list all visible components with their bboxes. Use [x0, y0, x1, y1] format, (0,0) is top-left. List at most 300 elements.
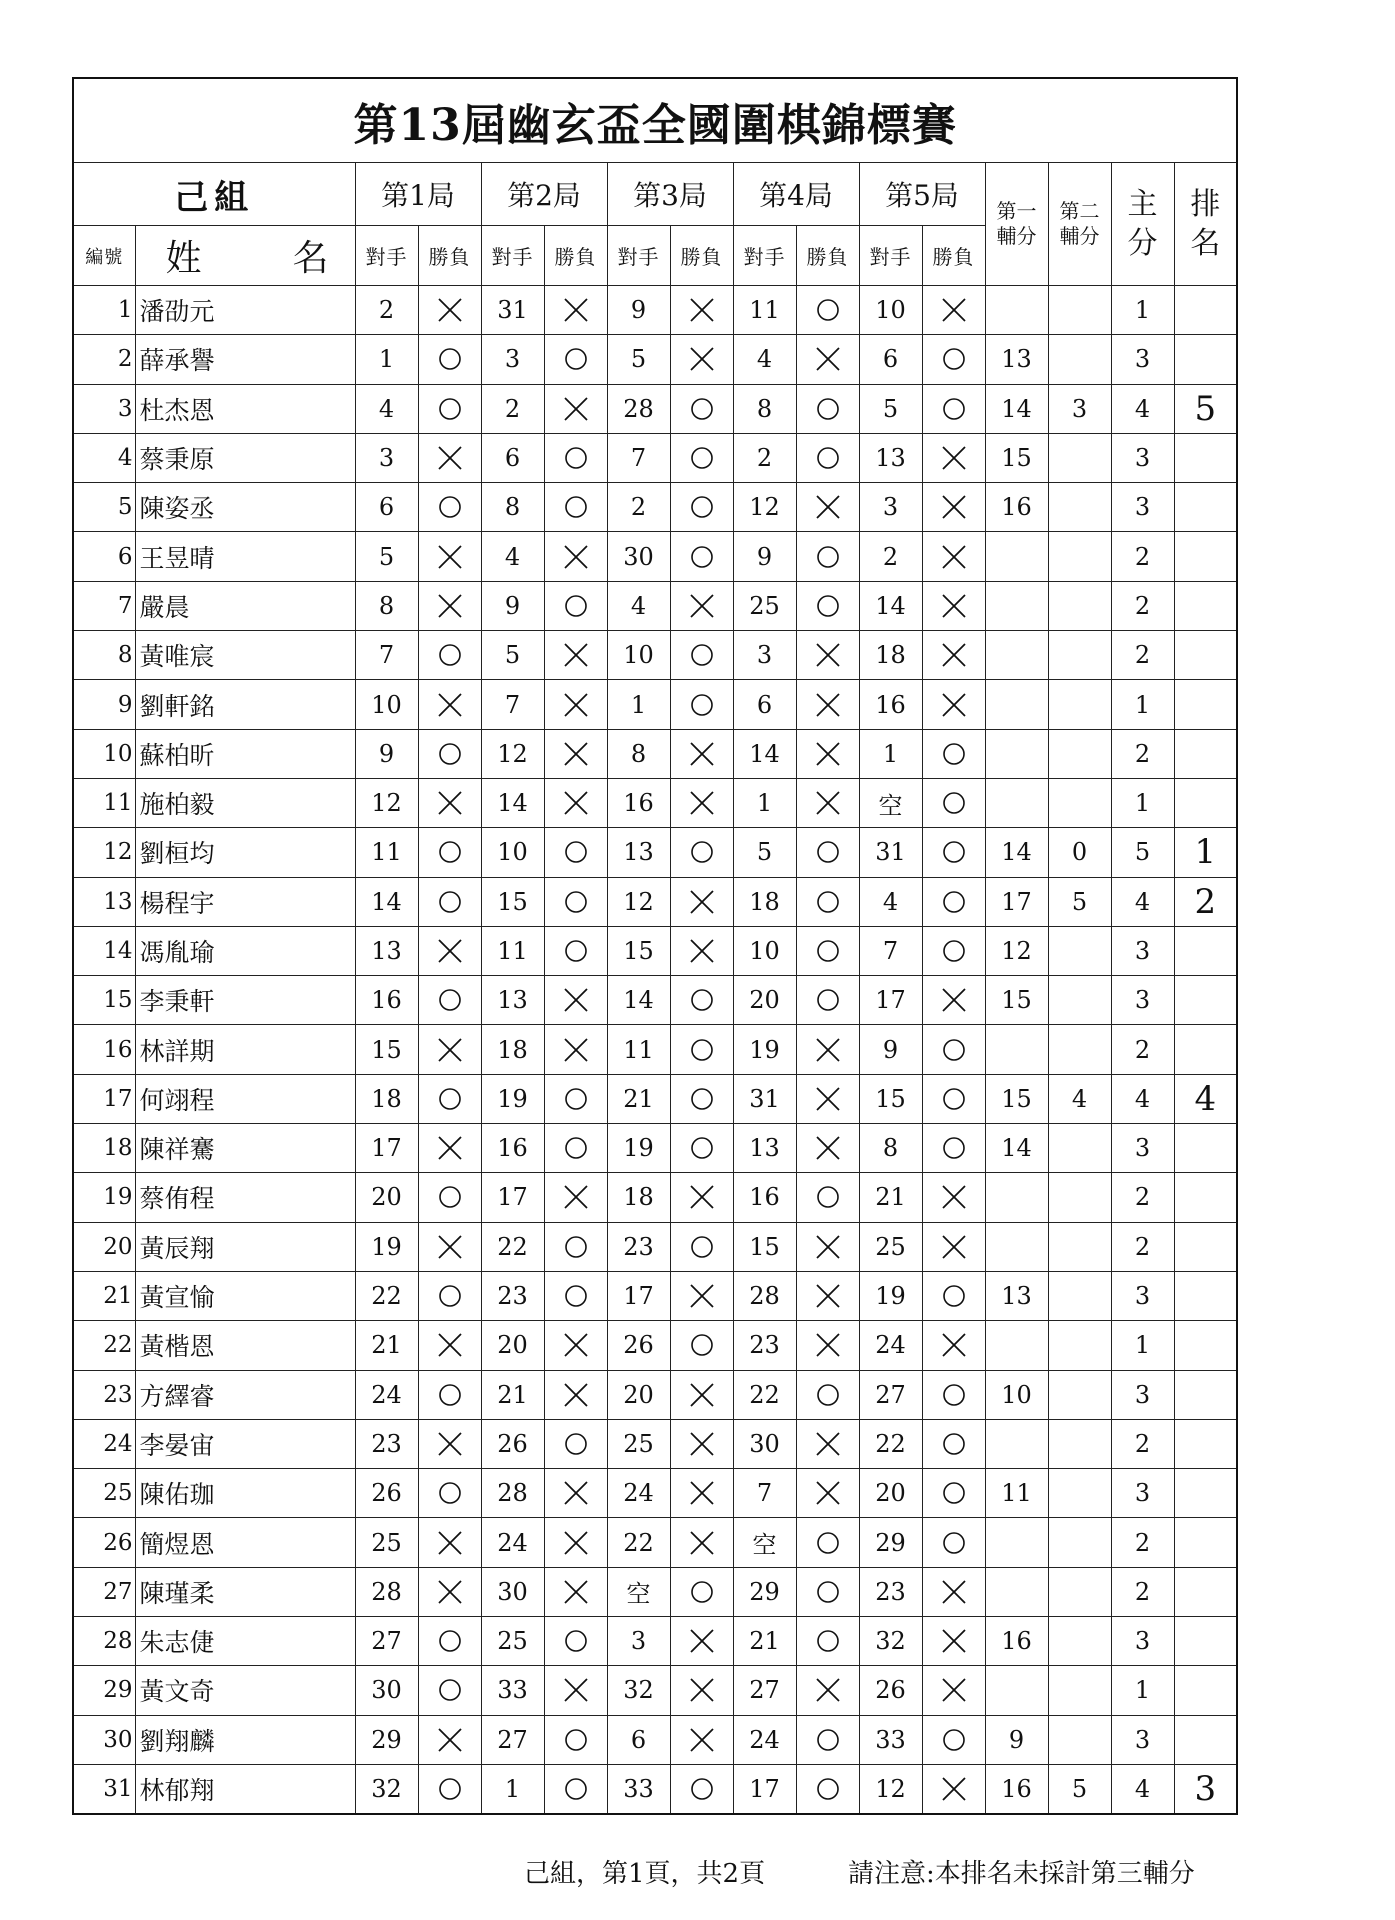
loss-cross-icon [688, 1529, 716, 1557]
result-cell [796, 335, 859, 384]
result-cell [922, 1025, 985, 1074]
opponent-cell: 16 [859, 680, 922, 729]
result-cell [418, 1567, 481, 1616]
result-cell [670, 286, 733, 335]
result-cell [544, 1469, 607, 1518]
win-circle-icon [436, 641, 464, 669]
table-row [73, 1370, 1237, 1419]
result-cell [796, 1074, 859, 1123]
tiebreak-2-cell [1048, 1271, 1111, 1320]
result-cell [418, 828, 481, 877]
opponent-cell: 15 [481, 877, 544, 926]
opponent-cell: 23 [607, 1222, 670, 1271]
opponent-cell: 32 [355, 1764, 418, 1813]
table-row [73, 1617, 1237, 1666]
result-cell [922, 1321, 985, 1370]
opponent-cell: 11 [607, 1025, 670, 1074]
tiebreak-2-cell [1048, 1370, 1111, 1419]
opponent-cell: 28 [733, 1271, 796, 1320]
result-cell [796, 532, 859, 581]
opponent-cell: 9 [355, 729, 418, 778]
win-circle-icon [940, 1381, 968, 1409]
loss-cross-icon [940, 691, 968, 719]
loss-cross-icon [562, 395, 590, 423]
opponent-cell: 20 [355, 1173, 418, 1222]
rank-cell: 1 [1174, 828, 1237, 877]
opponent-cell: 5 [733, 828, 796, 877]
opponent-cell: 20 [481, 1321, 544, 1370]
result-cell [670, 532, 733, 581]
opponent-cell: 25 [481, 1617, 544, 1666]
rank-cell [1174, 680, 1237, 729]
round-4-header: 第4局 [733, 163, 859, 226]
result-cell [922, 976, 985, 1025]
opponent-cell: 13 [481, 976, 544, 1025]
loss-cross-icon [940, 1775, 968, 1803]
opponent-cell: 7 [733, 1469, 796, 1518]
opponent-cell: 15 [733, 1222, 796, 1271]
result-header: 勝負 [670, 226, 733, 286]
opponent-cell: 29 [355, 1715, 418, 1764]
main-score-cell: 2 [1111, 581, 1174, 630]
result-cell [670, 384, 733, 433]
win-circle-icon [940, 1529, 968, 1557]
group-label: 己組 [73, 163, 355, 226]
loss-cross-icon [688, 1676, 716, 1704]
tiebreak-2-cell: 0 [1048, 828, 1111, 877]
result-cell [670, 1025, 733, 1074]
player-number: 15 [73, 976, 135, 1025]
opponent-cell: 空 [859, 778, 922, 827]
result-cell [418, 1518, 481, 1567]
win-circle-icon [814, 888, 842, 916]
result-cell [796, 1764, 859, 1813]
loss-cross-icon [940, 1233, 968, 1261]
table-row [73, 1469, 1237, 1518]
win-circle-icon [436, 1676, 464, 1704]
main-score-cell: 2 [1111, 1567, 1174, 1616]
loss-cross-icon [940, 986, 968, 1014]
result-cell [418, 532, 481, 581]
opponent-cell: 12 [607, 877, 670, 926]
opponent-cell: 10 [355, 680, 418, 729]
main-score-cell: 2 [1111, 631, 1174, 680]
tiebreak-2-cell [1048, 1518, 1111, 1567]
loss-cross-icon [688, 345, 716, 373]
opponent-cell: 11 [355, 828, 418, 877]
opponent-cell: 19 [607, 1124, 670, 1173]
opponent-cell: 13 [355, 926, 418, 975]
rank-cell: 3 [1174, 1764, 1237, 1813]
round-3-header: 第3局 [607, 163, 733, 226]
opponent-cell: 32 [859, 1617, 922, 1666]
loss-cross-icon [814, 1331, 842, 1359]
result-cell [544, 1617, 607, 1666]
result-cell [544, 926, 607, 975]
win-circle-icon [688, 641, 716, 669]
opponent-cell: 4 [481, 532, 544, 581]
tiebreak-1-cell [985, 532, 1048, 581]
loss-cross-icon [814, 1676, 842, 1704]
opponent-cell: 27 [733, 1666, 796, 1715]
rank-cell [1174, 1271, 1237, 1320]
loss-cross-icon [814, 691, 842, 719]
opponent-cell: 26 [607, 1321, 670, 1370]
player-name: 劉翔麟 [135, 1715, 355, 1764]
standings-table [72, 77, 1238, 1815]
loss-cross-icon [688, 1183, 716, 1211]
tiebreak-2-cell [1048, 778, 1111, 827]
player-number: 23 [73, 1370, 135, 1419]
result-header: 勝負 [922, 226, 985, 286]
main-score-cell: 4 [1111, 1074, 1174, 1123]
rank-cell: 5 [1174, 384, 1237, 433]
opponent-cell: 30 [607, 532, 670, 581]
loss-cross-icon [436, 691, 464, 719]
player-name: 蔡侑程 [135, 1173, 355, 1222]
opponent-cell: 5 [355, 532, 418, 581]
result-cell [544, 335, 607, 384]
win-circle-icon [688, 1775, 716, 1803]
result-cell [418, 1222, 481, 1271]
opponent-cell: 25 [733, 581, 796, 630]
win-circle-icon [688, 1134, 716, 1162]
rank-cell [1174, 1567, 1237, 1616]
opponent-cell: 10 [481, 828, 544, 877]
player-number: 5 [73, 483, 135, 532]
main-score-cell: 3 [1111, 1617, 1174, 1666]
tiebreak-1-cell: 11 [985, 1469, 1048, 1518]
player-number: 30 [73, 1715, 135, 1764]
result-cell [796, 1370, 859, 1419]
result-cell [922, 1173, 985, 1222]
tiebreak-2-cell: 5 [1048, 1764, 1111, 1813]
opponent-header: 對手 [355, 226, 418, 286]
table-row [73, 286, 1237, 335]
opponent-cell: 31 [481, 286, 544, 335]
win-circle-icon [688, 493, 716, 521]
opponent-cell: 18 [733, 877, 796, 926]
result-cell [670, 483, 733, 532]
opponent-cell: 1 [481, 1764, 544, 1813]
opponent-cell: 6 [607, 1715, 670, 1764]
player-name: 楊程宇 [135, 877, 355, 926]
opponent-cell: 33 [607, 1764, 670, 1813]
loss-cross-icon [688, 1381, 716, 1409]
tiebreak-1-cell [985, 1173, 1048, 1222]
table-row [73, 1173, 1237, 1222]
table-row [73, 1518, 1237, 1567]
result-cell [922, 1124, 985, 1173]
win-circle-icon [436, 986, 464, 1014]
tiebreak-2-cell [1048, 631, 1111, 680]
result-cell [670, 1074, 733, 1123]
tiebreak-1-cell: 15 [985, 976, 1048, 1025]
main-score-cell: 3 [1111, 926, 1174, 975]
result-cell [922, 335, 985, 384]
player-number: 4 [73, 433, 135, 482]
player-number: 11 [73, 778, 135, 827]
table-row [73, 1124, 1237, 1173]
opponent-cell: 24 [859, 1321, 922, 1370]
player-number: 28 [73, 1617, 135, 1666]
tiebreak-1-cell [985, 1025, 1048, 1074]
opponent-cell: 3 [607, 1617, 670, 1666]
result-cell [544, 433, 607, 482]
player-name: 王昱晴 [135, 532, 355, 581]
result-cell [670, 680, 733, 729]
table-row [73, 532, 1237, 581]
result-cell [922, 581, 985, 630]
player-number: 13 [73, 877, 135, 926]
opponent-cell: 2 [733, 433, 796, 482]
loss-cross-icon [940, 543, 968, 571]
player-name: 黃辰翔 [135, 1222, 355, 1271]
loss-cross-icon [436, 543, 464, 571]
result-cell [544, 1370, 607, 1419]
result-cell [418, 976, 481, 1025]
opponent-cell: 3 [733, 631, 796, 680]
result-cell [418, 1469, 481, 1518]
result-cell [796, 1419, 859, 1468]
win-circle-icon [436, 493, 464, 521]
win-circle-icon [688, 1578, 716, 1606]
loss-cross-icon [688, 592, 716, 620]
win-circle-icon [940, 838, 968, 866]
player-name: 方繹睿 [135, 1370, 355, 1419]
result-cell [418, 778, 481, 827]
player-number: 19 [73, 1173, 135, 1222]
opponent-cell: 8 [481, 483, 544, 532]
opponent-cell: 23 [481, 1271, 544, 1320]
player-name: 黃宣愉 [135, 1271, 355, 1320]
player-number: 27 [73, 1567, 135, 1616]
player-number: 22 [73, 1321, 135, 1370]
opponent-cell: 29 [859, 1518, 922, 1567]
opponent-cell: 29 [733, 1567, 796, 1616]
loss-cross-icon [940, 641, 968, 669]
result-cell [796, 680, 859, 729]
result-cell [670, 1715, 733, 1764]
result-cell [796, 1666, 859, 1715]
result-cell [922, 1764, 985, 1813]
opponent-cell: 15 [355, 1025, 418, 1074]
opponent-cell: 1 [355, 335, 418, 384]
player-name: 薛承譽 [135, 335, 355, 384]
result-cell [922, 877, 985, 926]
player-number: 24 [73, 1419, 135, 1468]
opponent-cell: 5 [859, 384, 922, 433]
opponent-cell: 4 [859, 877, 922, 926]
opponent-cell: 20 [859, 1469, 922, 1518]
opponent-cell: 2 [355, 286, 418, 335]
result-cell [922, 680, 985, 729]
player-number: 21 [73, 1271, 135, 1320]
loss-cross-icon [814, 789, 842, 817]
loss-cross-icon [814, 1085, 842, 1113]
result-cell [670, 1124, 733, 1173]
opponent-cell: 3 [355, 433, 418, 482]
opponent-cell: 21 [355, 1321, 418, 1370]
player-name: 陳瑾柔 [135, 1567, 355, 1616]
win-circle-icon [814, 1529, 842, 1557]
result-cell [670, 631, 733, 680]
opponent-cell: 14 [733, 729, 796, 778]
tiebreak-1-cell: 16 [985, 1617, 1048, 1666]
opponent-cell: 6 [481, 433, 544, 482]
result-cell [922, 1074, 985, 1123]
rank-cell [1174, 926, 1237, 975]
rank-cell [1174, 631, 1237, 680]
player-number: 31 [73, 1764, 135, 1813]
loss-cross-icon [940, 1578, 968, 1606]
player-name: 簡煜恩 [135, 1518, 355, 1567]
win-circle-icon [562, 888, 590, 916]
opponent-cell: 21 [859, 1173, 922, 1222]
loss-cross-icon [436, 1726, 464, 1754]
page-title: 第13屆幽玄盃全國圍棋錦標賽 [73, 78, 1237, 163]
loss-cross-icon [436, 937, 464, 965]
loss-cross-icon [562, 296, 590, 324]
table-row [73, 433, 1237, 482]
win-circle-icon [814, 543, 842, 571]
rank-header: 排 名 [1174, 163, 1237, 286]
opponent-cell: 24 [733, 1715, 796, 1764]
rank-cell [1174, 1321, 1237, 1370]
tiebreak-2-cell [1048, 1666, 1111, 1715]
loss-cross-icon [814, 1233, 842, 1261]
win-circle-icon [940, 1430, 968, 1458]
opponent-header: 對手 [859, 226, 922, 286]
player-name: 黃楷恩 [135, 1321, 355, 1370]
tiebreak-1-cell: 14 [985, 1124, 1048, 1173]
win-circle-icon [688, 444, 716, 472]
result-cell [922, 1419, 985, 1468]
opponent-cell: 21 [607, 1074, 670, 1123]
opponent-cell: 26 [859, 1666, 922, 1715]
opponent-cell: 9 [733, 532, 796, 581]
opponent-cell: 14 [859, 581, 922, 630]
opponent-cell: 17 [859, 976, 922, 1025]
loss-cross-icon [436, 444, 464, 472]
number-header: 編號 [73, 226, 135, 286]
result-cell [418, 1419, 481, 1468]
result-cell [670, 1666, 733, 1715]
loss-cross-icon [688, 740, 716, 768]
opponent-header: 對手 [481, 226, 544, 286]
opponent-cell: 14 [481, 778, 544, 827]
player-number: 2 [73, 335, 135, 384]
opponent-cell: 22 [733, 1370, 796, 1419]
tiebreak-2-cell [1048, 1222, 1111, 1271]
result-cell [922, 532, 985, 581]
result-cell [670, 1518, 733, 1567]
win-circle-icon [940, 789, 968, 817]
player-name: 陳祥騫 [135, 1124, 355, 1173]
opponent-cell: 10 [733, 926, 796, 975]
result-cell [418, 335, 481, 384]
tiebreak-2-cell: 5 [1048, 877, 1111, 926]
result-cell [544, 1321, 607, 1370]
opponent-cell: 16 [607, 778, 670, 827]
rank-cell [1174, 1715, 1237, 1764]
rank-cell [1174, 532, 1237, 581]
result-cell [418, 631, 481, 680]
player-number: 18 [73, 1124, 135, 1173]
opponent-cell: 空 [733, 1518, 796, 1567]
loss-cross-icon [940, 1331, 968, 1359]
win-circle-icon [436, 395, 464, 423]
opponent-cell: 20 [733, 976, 796, 1025]
round-2-header: 第2局 [481, 163, 607, 226]
player-name: 林詳期 [135, 1025, 355, 1074]
opponent-cell: 2 [607, 483, 670, 532]
rank-cell [1174, 1124, 1237, 1173]
loss-cross-icon [562, 641, 590, 669]
opponent-cell: 13 [859, 433, 922, 482]
result-cell [796, 877, 859, 926]
opponent-cell: 11 [733, 286, 796, 335]
opponent-cell: 4 [733, 335, 796, 384]
result-cell [796, 1124, 859, 1173]
player-name: 劉桓均 [135, 828, 355, 877]
loss-cross-icon [814, 1430, 842, 1458]
table-row [73, 680, 1237, 729]
result-cell [670, 1222, 733, 1271]
result-cell [418, 1321, 481, 1370]
loss-cross-icon [436, 1233, 464, 1261]
player-name: 潘劭元 [135, 286, 355, 335]
table-row [73, 778, 1237, 827]
player-name: 杜杰恩 [135, 384, 355, 433]
win-circle-icon [940, 1282, 968, 1310]
tiebreak-2-cell [1048, 1469, 1111, 1518]
opponent-cell: 13 [607, 828, 670, 877]
main-score-cell: 3 [1111, 1715, 1174, 1764]
tiebreak-2-cell [1048, 729, 1111, 778]
opponent-cell: 7 [859, 926, 922, 975]
loss-cross-icon [436, 592, 464, 620]
opponent-cell: 31 [859, 828, 922, 877]
win-circle-icon [814, 1726, 842, 1754]
name-header: 姓 名 [135, 226, 355, 286]
result-cell [418, 384, 481, 433]
result-cell [922, 1370, 985, 1419]
loss-cross-icon [436, 1331, 464, 1359]
loss-cross-icon [562, 1479, 590, 1507]
opponent-cell: 7 [481, 680, 544, 729]
tiebreak-1-cell [985, 631, 1048, 680]
opponent-cell: 17 [733, 1764, 796, 1813]
opponent-cell: 3 [481, 335, 544, 384]
player-name: 黃唯宸 [135, 631, 355, 680]
win-circle-icon [562, 493, 590, 521]
win-circle-icon [562, 1775, 590, 1803]
result-cell [922, 1518, 985, 1567]
player-number: 29 [73, 1666, 135, 1715]
loss-cross-icon [940, 592, 968, 620]
tiebreak-2-cell [1048, 1715, 1111, 1764]
opponent-cell: 16 [481, 1124, 544, 1173]
result-cell [418, 877, 481, 926]
loss-cross-icon [814, 493, 842, 521]
loss-cross-icon [436, 1134, 464, 1162]
opponent-cell: 22 [481, 1222, 544, 1271]
loss-cross-icon [562, 1381, 590, 1409]
result-cell [796, 384, 859, 433]
result-cell [670, 778, 733, 827]
player-name: 蔡秉原 [135, 433, 355, 482]
